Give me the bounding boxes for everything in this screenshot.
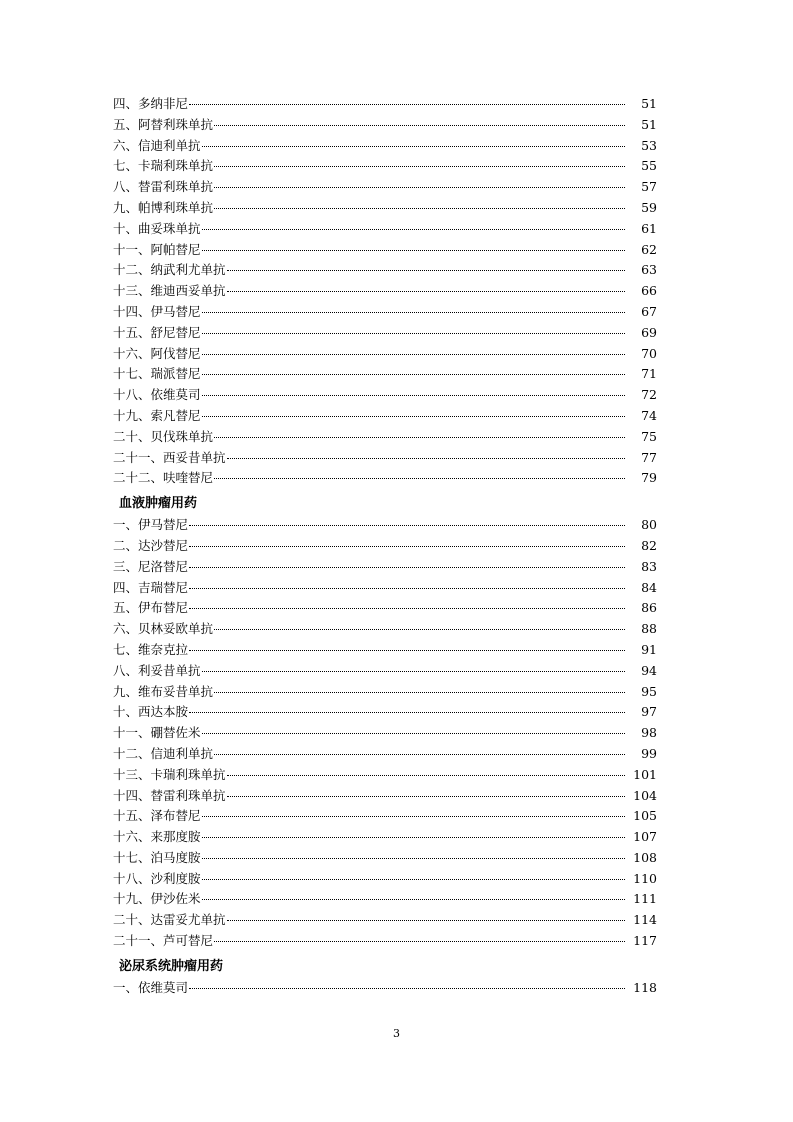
dot-leader [189,536,625,557]
toc-entry-title: 十、西达本胺 [113,704,189,720]
toc-entry-title: 十六、来那度胺 [113,829,201,845]
toc-entry-page: 53 [641,137,657,153]
toc-entry-page: 117 [633,933,657,949]
toc-entry-page: 105 [633,808,657,824]
dot-leader [189,557,625,578]
toc-entry[interactable] [113,448,665,469]
dot-leader [214,115,625,136]
toc-entry-page: 74 [641,407,657,423]
toc-entry-title: 十四、替雷利珠单抗 [113,787,226,803]
toc-entry-page: 71 [641,366,657,382]
dot-leader [202,869,625,890]
toc-entry[interactable] [113,869,665,890]
toc-entry-title: 八、替雷利珠单抗 [113,179,214,195]
toc-entry-title: 七、卡瑞利珠单抗 [113,158,214,174]
toc-entry-page: 77 [641,449,657,465]
toc-entry[interactable] [113,765,665,786]
toc-entry-page: 110 [633,870,657,886]
toc-entry-title: 七、维奈克拉 [113,641,189,657]
toc-entry[interactable] [113,682,665,703]
toc-entry[interactable] [113,702,665,723]
toc-entry-page: 95 [641,683,657,699]
dot-leader [189,640,625,661]
toc-entry[interactable] [113,848,665,869]
toc-entry-title: 二十一、芦可替尼 [113,933,214,949]
toc-entry-title: 十二、信迪利单抗 [113,745,214,761]
toc-entry[interactable] [113,156,665,177]
toc-entry-page: 69 [641,324,657,340]
toc-entry-title: 二十二、呋喹替尼 [113,470,214,486]
toc-entry-title: 十六、阿伐替尼 [113,345,201,361]
toc-entry[interactable] [113,786,665,807]
toc-entry-title: 二十、贝伐珠单抗 [113,428,214,444]
toc-entry-title: 十五、舒尼替尼 [113,324,201,340]
toc-entry[interactable] [113,806,665,827]
toc-entry[interactable] [113,578,665,599]
dot-leader [214,198,625,219]
dot-leader [227,765,625,786]
toc-entry[interactable] [113,281,665,302]
toc-entry-title: 八、利妥昔单抗 [113,662,201,678]
toc-entry-page: 111 [633,891,657,907]
toc-entry-title: 十三、维迪西妥单抗 [113,283,226,299]
toc-entry[interactable] [113,219,665,240]
toc-entry-page: 104 [633,787,657,803]
toc-entry-title: 十七、瑞派替尼 [113,366,201,382]
toc-entry-title: 二十一、西妥昔单抗 [113,449,226,465]
toc-entry-title: 五、伊布替尼 [113,600,189,616]
dot-leader [189,978,625,999]
toc-entry[interactable] [113,385,665,406]
dot-leader [202,889,625,910]
toc-entry[interactable] [113,364,665,385]
toc-entry-page: 88 [641,621,657,637]
toc-entry-page: 107 [633,829,657,845]
toc-entry-page: 83 [641,558,657,574]
toc-entry-page: 75 [641,428,657,444]
dot-leader [202,661,625,682]
toc-entry-page: 72 [641,387,657,403]
toc-entry-title: 十九、索凡替尼 [113,407,201,423]
dot-leader [189,578,625,599]
dot-leader [214,468,625,489]
dot-leader [202,344,625,365]
toc-entry[interactable] [113,115,665,136]
toc-entry[interactable] [113,94,665,115]
toc-entry[interactable] [113,427,665,448]
dot-leader [189,94,625,115]
dot-leader [202,723,625,744]
toc-entry-page: 108 [633,849,657,865]
toc-entry[interactable] [113,978,665,999]
toc-entry[interactable] [113,240,665,261]
toc-entry-title: 一、依维莫司 [113,979,189,995]
toc-entry-page: 94 [641,662,657,678]
toc-entry[interactable] [113,640,665,661]
dot-leader [214,177,625,198]
dot-leader [189,702,625,723]
toc-entry[interactable] [113,136,665,157]
toc-entry-title: 四、吉瑞替尼 [113,579,189,595]
toc-entry-page: 63 [641,262,657,278]
toc-entry-title: 十二、纳武利尤单抗 [113,262,226,278]
toc-entry-title: 十八、沙利度胺 [113,870,201,886]
toc-entry-page: 101 [633,766,657,782]
toc-entry[interactable] [113,557,665,578]
toc-entry-title: 十四、伊马替尼 [113,303,201,319]
toc-entry-page: 80 [641,517,657,533]
table-of-contents [113,94,665,999]
section-heading: 血液肿瘤用药 [119,496,198,512]
toc-entry-title: 三、尼洛替尼 [113,558,189,574]
toc-entry-page: 99 [641,745,657,761]
dot-leader [202,406,625,427]
dot-leader [202,806,625,827]
toc-entry-title: 十七、泊马度胺 [113,849,201,865]
toc-entry-page: 82 [641,537,657,553]
toc-entry-title: 二、达沙替尼 [113,537,189,553]
dot-leader [214,156,625,177]
dot-leader [214,427,625,448]
toc-entry-page: 114 [633,912,657,928]
toc-entry-page: 57 [641,179,657,195]
toc-entry-title: 二十、达雷妥尤单抗 [113,912,226,928]
toc-entry[interactable] [113,260,665,281]
toc-entry-title: 六、信迪利单抗 [113,137,201,153]
dot-leader [227,281,625,302]
toc-entry-title: 十、曲妥珠单抗 [113,220,201,236]
toc-entry-page: 51 [641,96,657,111]
toc-entry[interactable] [113,177,665,198]
toc-entry-title: 十一、阿帕替尼 [113,241,201,257]
dot-leader [189,515,625,536]
toc-entry[interactable] [113,910,665,931]
dot-leader [227,448,625,469]
dot-leader [202,240,625,261]
dot-leader [214,931,625,952]
toc-entry-page: 62 [641,241,657,257]
toc-entry-page: 61 [641,220,657,236]
toc-entry-page: 59 [641,199,657,215]
toc-entry[interactable] [113,536,665,557]
dot-leader [202,302,625,323]
toc-entry[interactable] [113,619,665,640]
section-heading: 泌尿系统肿瘤用药 [119,958,224,974]
toc-entry[interactable] [113,515,665,536]
toc-entry-title: 四、多纳非尼 [113,96,189,111]
toc-entry[interactable] [113,302,665,323]
dot-leader [202,364,625,385]
toc-entry-title: 十一、硼替佐米 [113,725,201,741]
dot-leader [214,682,625,703]
dot-leader [189,598,625,619]
dot-leader [214,744,625,765]
toc-entry-title: 十九、伊沙佐米 [113,891,201,907]
dot-leader [202,219,625,240]
toc-entry-page: 67 [641,303,657,319]
dot-leader [202,827,625,848]
toc-entry-page: 79 [641,470,657,486]
toc-entry[interactable] [113,889,665,910]
toc-entry-title: 九、帕博利珠单抗 [113,199,214,215]
toc-entry-page: 51 [641,116,657,132]
toc-entry-title: 一、伊马替尼 [113,517,189,533]
toc-entry[interactable] [113,468,665,489]
toc-entry-page: 86 [641,600,657,616]
toc-entry-title: 五、阿替利珠单抗 [113,116,214,132]
dot-leader [227,910,625,931]
toc-entry-page: 70 [641,345,657,361]
toc-entry[interactable] [113,198,665,219]
toc-entry[interactable] [113,827,665,848]
dot-leader [202,385,625,406]
toc-entry-page: 97 [641,704,657,720]
toc-entry[interactable] [113,344,665,365]
footer-page-number: 3 [393,1027,400,1040]
toc-entry-title: 十三、卡瑞利珠单抗 [113,766,226,782]
toc-entry-title: 十五、泽布替尼 [113,808,201,824]
toc-entry-title: 九、维布妥昔单抗 [113,683,214,699]
toc-entry-page: 66 [641,283,657,299]
dot-leader [214,619,625,640]
toc-entry[interactable] [113,931,665,952]
toc-entry[interactable] [113,744,665,765]
dot-leader [227,786,625,807]
dot-leader [227,260,625,281]
toc-entry-page: 91 [641,641,657,657]
toc-entry-title: 十八、依维莫司 [113,387,201,403]
toc-entry[interactable] [113,661,665,682]
dot-leader [202,136,625,157]
dot-leader [202,848,625,869]
toc-entry-page: 118 [633,979,657,995]
toc-entry[interactable] [113,598,665,619]
toc-entry-page: 98 [641,725,657,741]
toc-entry-page: 55 [641,158,657,174]
toc-entry[interactable] [113,323,665,344]
toc-entry[interactable] [113,723,665,744]
toc-entry-page: 84 [641,579,657,595]
toc-entry-title: 六、贝林妥欧单抗 [113,621,214,637]
toc-entry[interactable] [113,406,665,427]
dot-leader [202,323,625,344]
